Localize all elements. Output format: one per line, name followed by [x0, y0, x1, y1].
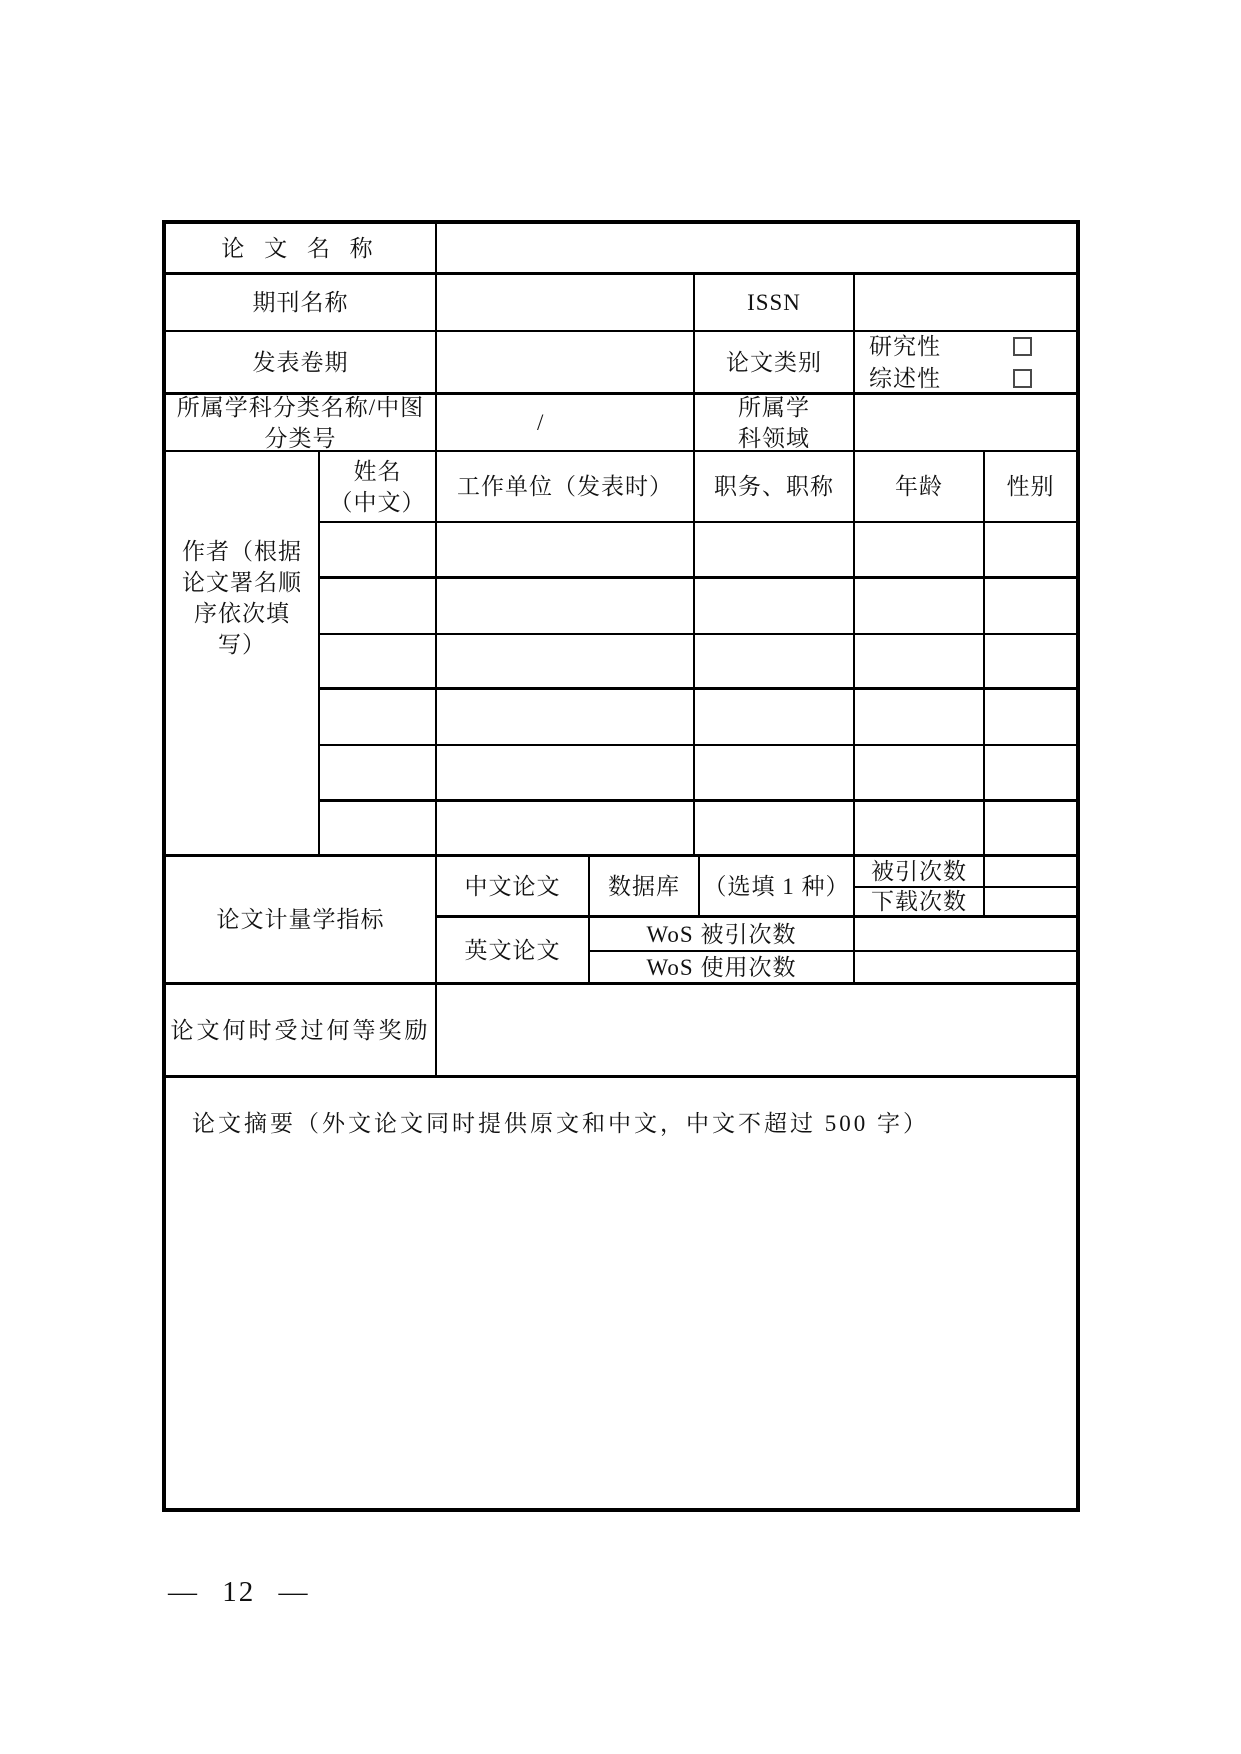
author-2-affiliation-field[interactable]	[437, 579, 695, 635]
wos-usage-field[interactable]	[855, 952, 1076, 985]
author-4-position-field[interactable]	[695, 690, 855, 746]
english-paper-label: 英文论文	[437, 918, 590, 985]
award-label: 论文何时受过何等奖励	[166, 985, 437, 1078]
author-6-affiliation-field[interactable]	[437, 802, 695, 857]
author-3-name-field[interactable]	[320, 635, 437, 690]
discipline-field-label	[695, 395, 855, 452]
award-field[interactable]	[437, 985, 1076, 1078]
page-number: — 12 —	[168, 1576, 310, 1608]
cited-count-field[interactable]	[985, 857, 1076, 888]
author-6-name-field[interactable]	[320, 802, 437, 857]
author-gender-header: 性别	[985, 452, 1076, 523]
author-4-affiliation-field[interactable]	[437, 690, 695, 746]
paper-type-option-research	[855, 331, 1076, 362]
author-1-name-field[interactable]	[320, 523, 437, 579]
authors-label-line4: 写）	[218, 632, 266, 657]
author-age-header: 年龄	[855, 452, 985, 523]
journal-name-label: 期刊名称	[166, 275, 437, 332]
author-1-position-field[interactable]	[695, 523, 855, 579]
paper-type-label: 论文类别	[695, 332, 855, 395]
volume-issue-field[interactable]	[437, 332, 695, 395]
paper-type-options	[855, 332, 1076, 395]
authors-label-line2: 论文署名顺	[182, 570, 302, 595]
download-count-field[interactable]	[985, 888, 1076, 918]
author-name-header-line2: （中文）	[329, 489, 426, 515]
author-6-position-field[interactable]	[695, 802, 855, 857]
research-checkbox[interactable]	[1013, 337, 1032, 356]
author-3-gender-field[interactable]	[985, 635, 1076, 690]
review-option-label: 综述性	[869, 365, 941, 391]
author-5-age-field[interactable]	[855, 746, 985, 802]
author-2-gender-field[interactable]	[985, 579, 1076, 635]
author-name-header	[320, 452, 437, 523]
abstract-label: 论文摘要（外文论文同时提供原文和中文，中文不超过 500 字）	[192, 1111, 929, 1136]
author-2-position-field[interactable]	[695, 579, 855, 635]
download-count-label: 下载次数	[855, 888, 985, 918]
author-1-gender-field[interactable]	[985, 523, 1076, 579]
author-1-age-field[interactable]	[855, 523, 985, 579]
authors-section-label	[166, 452, 320, 857]
author-name-header-line1: 姓名	[353, 458, 402, 484]
issn-label: ISSN	[695, 275, 855, 332]
metrics-section-label: 论文计量学指标	[166, 857, 437, 985]
volume-issue-label: 发表卷期	[166, 332, 437, 395]
author-1-affiliation-field[interactable]	[437, 523, 695, 579]
author-affiliation-header: 工作单位（发表时）	[437, 452, 695, 523]
review-checkbox[interactable]	[1013, 369, 1032, 388]
paper-type-option-review	[855, 363, 1076, 394]
author-3-position-field[interactable]	[695, 635, 855, 690]
authors-label-line3: 序依次填	[194, 601, 290, 626]
abstract-section[interactable]	[166, 1078, 1076, 1508]
author-4-gender-field[interactable]	[985, 690, 1076, 746]
author-6-age-field[interactable]	[855, 802, 985, 857]
author-5-position-field[interactable]	[695, 746, 855, 802]
author-3-age-field[interactable]	[855, 635, 985, 690]
author-5-gender-field[interactable]	[985, 746, 1076, 802]
paper-info-form-table	[162, 220, 1080, 1512]
paper-title-label: 论 文 名 称	[166, 224, 437, 275]
author-5-name-field[interactable]	[320, 746, 437, 802]
author-4-name-field[interactable]	[320, 690, 437, 746]
database-note: （选填 1 种）	[700, 857, 855, 918]
author-3-affiliation-field[interactable]	[437, 635, 695, 690]
author-2-name-field[interactable]	[320, 579, 437, 635]
discipline-classification-field[interactable]: /	[437, 395, 695, 452]
database-label: 数据库	[590, 857, 700, 918]
chinese-paper-label: 中文论文	[437, 857, 590, 918]
wos-cited-field[interactable]	[855, 918, 1076, 952]
author-4-age-field[interactable]	[855, 690, 985, 746]
discipline-field-label-line1: 所属学	[738, 394, 810, 420]
cited-count-label: 被引次数	[855, 857, 985, 888]
discipline-field-value[interactable]	[855, 395, 1076, 452]
journal-name-field[interactable]	[437, 275, 695, 332]
wos-usage-label: WoS 使用次数	[590, 952, 855, 985]
discipline-classification-label: 所属学科分类名称/中图分类号	[166, 395, 437, 452]
discipline-field-label-line2: 科领域	[738, 425, 810, 451]
authors-label-line1: 作者（根据	[182, 539, 302, 564]
issn-field[interactable]	[855, 275, 1076, 332]
author-5-affiliation-field[interactable]	[437, 746, 695, 802]
wos-cited-label: WoS 被引次数	[590, 918, 855, 952]
author-6-gender-field[interactable]	[985, 802, 1076, 857]
research-option-label: 研究性	[869, 333, 941, 359]
paper-title-field[interactable]	[437, 224, 1076, 275]
author-position-header: 职务、职称	[695, 452, 855, 523]
author-2-age-field[interactable]	[855, 579, 985, 635]
